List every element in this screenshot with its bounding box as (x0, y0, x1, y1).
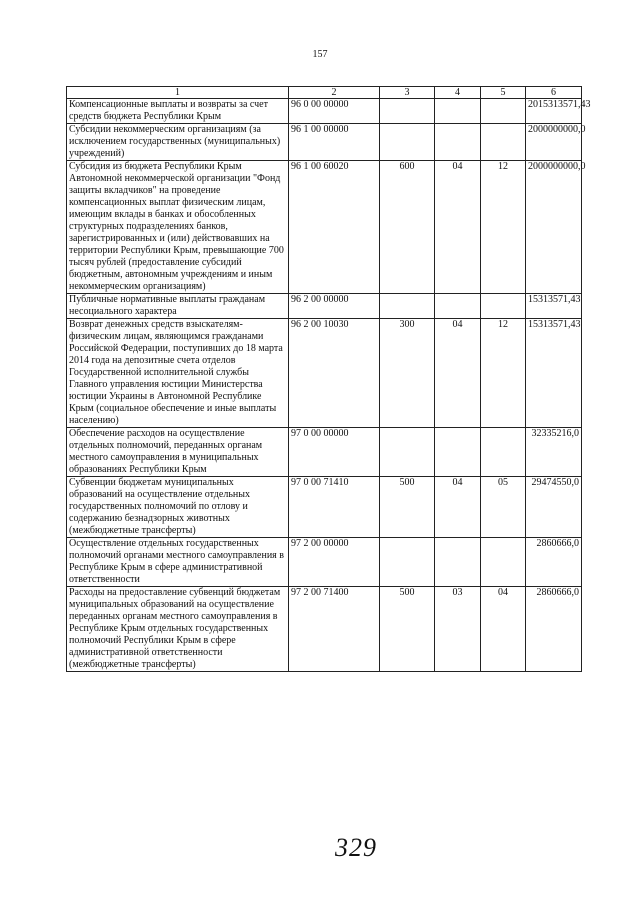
table-row (67, 477, 582, 538)
row-col4: 04 (435, 161, 481, 294)
budget-table (66, 86, 591, 672)
row-col3 (380, 124, 435, 161)
table-row (67, 124, 582, 161)
row-name: Расходы на предоставление субвенций бюджетам муниципальных образований на осуществление переданных органам местного самоуправления в Республике Крым отдельных государственных полномочий Республики Крым в сфере административной ответственности (межбюджетные трансферты) (67, 587, 289, 672)
row-code: 97 0 00 00000 (289, 428, 380, 477)
row-name: Субсидия из бюджета Республики Крым Автономной некоммерческой организации "Фонд защиты вкладчиков" на проведение компенсационных выплат физическим лицам, имеющим вклады в банках и обособленных структурных подразделениях банков, зарегистрированных и (или) действовавших на территории Республики Крым, превышающие 700 тысяч рублей (предоставление субсидий бюджетным, автономным учреждениям и иным некоммерческим организациям) (67, 161, 289, 294)
row-name: Обеспечение расходов на осуществление отдельных полномочий, переданных органам местного самоуправления в муниципальных образованиях Республики Крым (67, 428, 289, 477)
row-code: 97 2 00 00000 (289, 538, 380, 587)
column-header: 4 (435, 87, 481, 99)
table-row (67, 587, 582, 672)
table-row (67, 161, 582, 294)
row-code: 96 1 00 60020 (289, 161, 380, 294)
row-amount: 32335216,0 (526, 428, 582, 477)
row-col3: 500 (380, 587, 435, 672)
row-name: Публичные нормативные выплаты гражданам несоциального характера (67, 294, 289, 319)
column-header: 5 (481, 87, 526, 99)
row-amount: 2860666,0 (526, 538, 582, 587)
row-col4 (435, 538, 481, 587)
row-col5: 12 (481, 161, 526, 294)
table-row (67, 428, 582, 477)
column-header: 1 (67, 87, 289, 99)
row-col4 (435, 99, 481, 124)
table-row (67, 319, 582, 428)
row-col3 (380, 428, 435, 477)
row-col3: 500 (380, 477, 435, 538)
row-col5 (481, 124, 526, 161)
header-row (67, 87, 582, 99)
row-code: 96 0 00 00000 (289, 99, 380, 124)
row-col4 (435, 124, 481, 161)
row-amount: 2015313571,43 (526, 99, 582, 124)
row-code: 96 2 00 00000 (289, 294, 380, 319)
row-amount: 2000000000,0 (526, 161, 582, 294)
row-col4: 03 (435, 587, 481, 672)
row-amount: 15313571,43 (526, 319, 582, 428)
row-col5 (481, 538, 526, 587)
row-name: Компенсационные выплаты и возвраты за счет средств бюджета Республики Крым (67, 99, 289, 124)
table-row (67, 294, 582, 319)
row-name: Возврат денежных средств взыскателям-физическим лицам, являющимся гражданами Российской Федерации, поступивших до 18 марта 2014 года на депозитные счета отделов Государственной исполнительной службы Главного управления юстиции Министерства юстиции Украины в Автономной Республике Крым (социальное обеспечение и иные выплаты населению) (67, 319, 289, 428)
column-header: 3 (380, 87, 435, 99)
row-col5 (481, 294, 526, 319)
row-col5: 04 (481, 587, 526, 672)
column-header: 6 (526, 87, 582, 99)
row-amount: 29474550,0 (526, 477, 582, 538)
row-code: 96 1 00 00000 (289, 124, 380, 161)
row-col4: 04 (435, 477, 481, 538)
row-amount: 2000000000,0 (526, 124, 582, 161)
row-name: Осуществление отдельных государственных полномочий органами местного самоуправления в Республике Крым в сфере административной ответственности (67, 538, 289, 587)
table-row (67, 538, 582, 587)
row-code: 97 0 00 71410 (289, 477, 380, 538)
row-amount: 15313571,43 (526, 294, 582, 319)
handwritten-page-number: 329 (335, 833, 377, 862)
table-row (67, 99, 582, 124)
row-code: 96 2 00 10030 (289, 319, 380, 428)
column-header: 2 (289, 87, 380, 99)
row-amount: 2860666,0 (526, 587, 582, 672)
row-name: Субвенции бюджетам муниципальных образований на осуществление отдельных государственных полномочий по отлову и содержанию безнадзорных животных (межбюджетные трансферты) (67, 477, 289, 538)
row-name: Субсидии некоммерческим организациям (за исключением государственных (муниципальных) учреждений) (67, 124, 289, 161)
row-code: 97 2 00 71400 (289, 587, 380, 672)
row-col5 (481, 428, 526, 477)
row-col4 (435, 428, 481, 477)
page-number: 157 (312, 49, 328, 60)
row-col3 (380, 99, 435, 124)
row-col3: 300 (380, 319, 435, 428)
row-col4 (435, 294, 481, 319)
row-col5 (481, 99, 526, 124)
row-col3 (380, 294, 435, 319)
row-col4: 04 (435, 319, 481, 428)
row-col5: 05 (481, 477, 526, 538)
row-col3: 600 (380, 161, 435, 294)
row-col5: 12 (481, 319, 526, 428)
row-col3 (380, 538, 435, 587)
